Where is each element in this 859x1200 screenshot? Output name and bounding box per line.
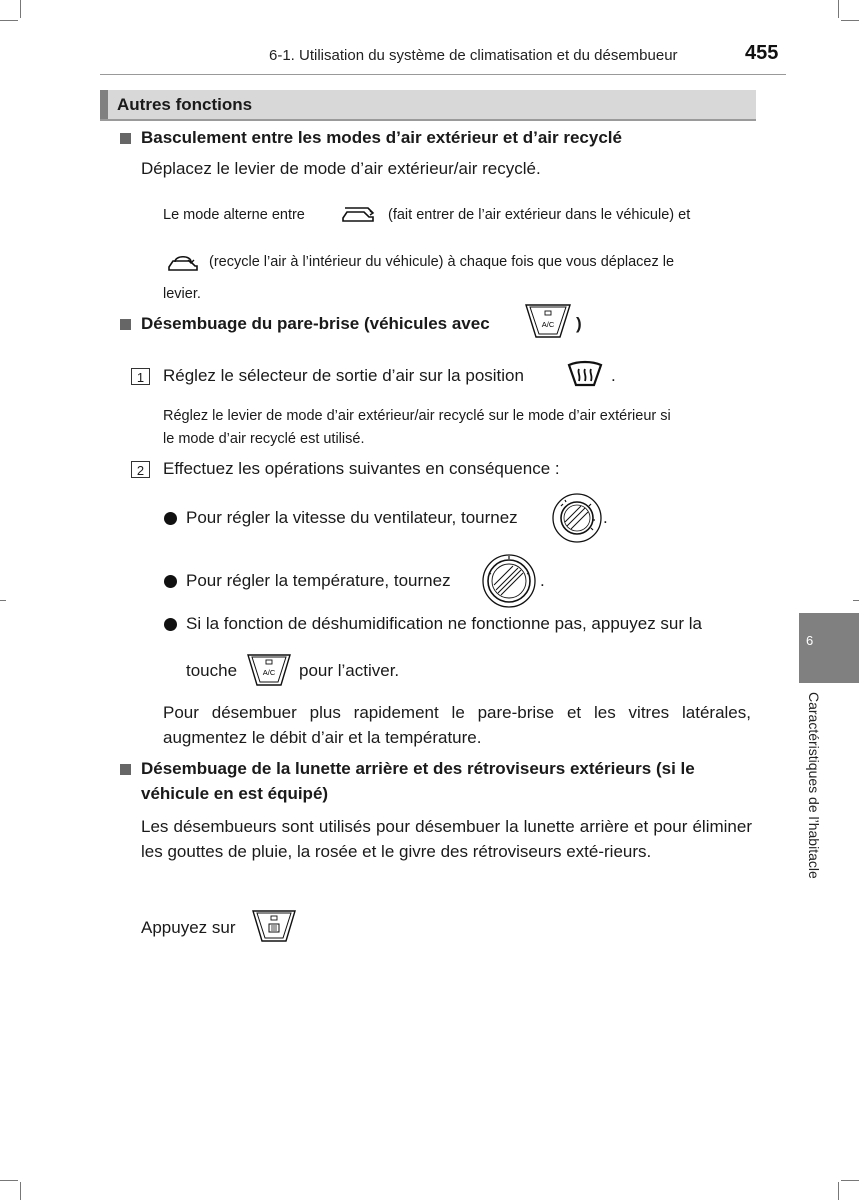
- windshield-tip: Pour désembuer plus rapidement le pare-brise et les vitres latérales, augmentez le débit d’air et la température.: [163, 703, 751, 747]
- windshield-heading-close: ): [576, 314, 582, 333]
- bullet-fan-speed: Pour régler la vitesse du ventilateur, tournez: [186, 508, 518, 527]
- bullet-square: [120, 319, 131, 330]
- air-mode-note-1: Le mode alterne entre: [163, 207, 305, 223]
- air-mode-heading: Basculement entre les modes d’air extérieur et d’air recyclé: [141, 128, 622, 147]
- fan-speed-knob-icon: [551, 492, 603, 544]
- section-title: Autres fonctions: [117, 95, 253, 114]
- ac-button-icon: [524, 303, 572, 339]
- crop-mark: [0, 20, 18, 21]
- bullet-square: [120, 764, 131, 775]
- chapter-tab: [799, 613, 859, 683]
- rear-press: Appuyez sur: [141, 918, 236, 937]
- crop-mark: [841, 20, 859, 21]
- bullet-dot: [164, 575, 177, 588]
- bullet-dot: [164, 618, 177, 631]
- bullet-dehumidify-line2a: touche: [186, 661, 238, 680]
- ac-button-label: A/C: [541, 320, 555, 329]
- chapter-label: Caractéristiques de l’habitacle: [806, 692, 822, 879]
- chapter-number: 6: [806, 633, 814, 648]
- step-number-1: 1: [131, 368, 150, 385]
- crop-mark: [838, 0, 839, 18]
- air-mode-intro: Déplacez le levier de mode d’air extérieur/air recyclé.: [141, 159, 541, 178]
- step1-note-line1: Réglez le levier de mode d’air extérieur/air recyclé sur le mode d’air extérieur si: [163, 408, 671, 424]
- bullet-fan-speed-end: .: [603, 508, 608, 527]
- step1-text: Réglez le sélecteur de sortie d’air sur la position: [163, 366, 524, 385]
- step1-period: .: [611, 366, 616, 385]
- air-mode-note-2: (fait entrer de l’air extérieur dans le véhicule) et: [388, 207, 691, 223]
- ac-button-icon: [246, 653, 292, 687]
- bullet-square: [120, 133, 131, 144]
- crop-mark: [853, 600, 859, 601]
- step1-note-line2: le mode d’air recyclé est utilisé.: [163, 431, 365, 447]
- bullet-temperature-end: .: [540, 571, 545, 590]
- crop-mark: [0, 1180, 18, 1181]
- windshield-defrost-icon: [566, 362, 604, 388]
- windshield-heading: Désembuage du pare-brise (véhicules avec: [141, 314, 490, 333]
- ac-button-label: A/C: [262, 668, 276, 677]
- header-title: 6-1. Utilisation du système de climatisation et du désembueur: [269, 47, 678, 64]
- outside-air-icon: [340, 205, 376, 225]
- rear-heading-line1: Désembuage de la lunette arrière et des rétroviseurs extérieurs (si le: [141, 759, 695, 778]
- crop-mark: [0, 600, 6, 601]
- rear-body: Les désembueurs sont utilisés pour désembuer la lunette arrière et pour éliminer les gouttes de pluie, la rosée et le givre des rétroviseurs exté-rieurs.: [141, 817, 752, 861]
- air-mode-note-4: levier.: [163, 286, 201, 302]
- bullet-dot: [164, 512, 177, 525]
- rear-heading-line2: véhicule en est équipé): [141, 784, 329, 803]
- header-rule: [100, 74, 786, 75]
- rear-defogger-button-icon: [251, 909, 297, 943]
- crop-mark: [20, 1182, 21, 1200]
- temperature-knob-icon: [481, 553, 537, 609]
- crop-mark: [838, 1182, 839, 1200]
- recirculate-icon: [166, 252, 200, 272]
- page-number: 455: [745, 42, 779, 64]
- bullet-dehumidify-line1: Si la fonction de déshumidification ne fonctionne pas, appuyez sur la: [186, 614, 702, 633]
- step-number-2: 2: [131, 461, 150, 478]
- crop-mark: [841, 1180, 859, 1181]
- crop-mark: [20, 0, 21, 18]
- section-heading-bar: [100, 90, 756, 119]
- bullet-temperature: Pour régler la température, tournez: [186, 571, 451, 590]
- air-mode-note-3: (recycle l’air à l’intérieur du véhicule) à chaque fois que vous déplacez le: [209, 254, 675, 270]
- step2-text: Effectuez les opérations suivantes en conséquence :: [163, 459, 560, 478]
- bullet-dehumidify-line2b: pour l’activer.: [299, 661, 400, 680]
